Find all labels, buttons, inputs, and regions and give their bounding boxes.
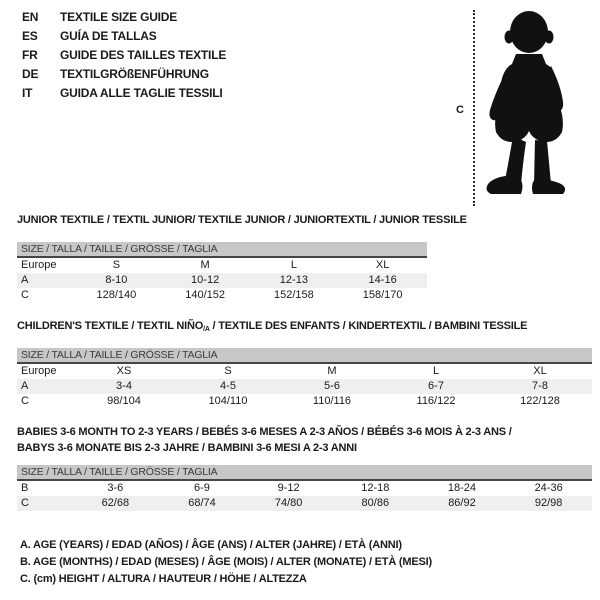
row-label: Europe [21,365,57,377]
section-title-babies-line2: BABYS 3-6 MONATE BIS 2-3 JAHRE / BAMBINI 3-6 MESI A 2-3 ANNI [17,442,357,454]
size-cell: M [327,365,337,377]
size-cell: 128/140 [96,289,137,301]
size-header-bar: SIZE / TALLA / TAILLE / GRÖSSE / TAGLIA [17,348,592,364]
size-cell: 9-12 [277,482,300,494]
height-measure-label: C [456,104,464,116]
section-title-children [17,320,527,333]
size-cell: 7-8 [488,379,592,394]
size-cell: 68/74 [159,496,246,511]
table-row [17,481,592,496]
size-cell: 104/110 [208,395,248,407]
row-label: C [17,496,72,511]
language-title: GUIDE DES TAILLES TEXTILE [60,48,227,62]
size-cell: 10-12 [161,273,250,288]
size-cell: 18-24 [447,482,477,494]
size-cell: 140/152 [185,289,225,301]
language-code: DE [22,67,39,81]
language-title: GUÍA DE TALLAS [60,29,157,43]
language-code: IT [22,86,33,100]
size-header-bar: SIZE / TALLA / TAILLE / GRÖSSE / TAGLIA [17,465,592,481]
legend-line-a: A. AGE (YEARS) / EDAD (AÑOS) / ÂGE (ANS) / ALTER (JAHRE) / ETÀ (ANNI) [20,539,402,551]
height-dotted-line [473,10,475,206]
table-row [17,273,427,288]
size-cell: 110/116 [312,395,352,407]
language-code: FR [22,48,38,62]
row-label: A [17,273,72,288]
table-row [17,379,592,394]
size-cell: XL [375,259,390,271]
language-title: TEXTILE SIZE GUIDE [60,10,178,24]
language-title: TEXTILGRÖßENFÜHRUNG [60,67,209,81]
size-header-bar: SIZE / TALLA / TAILLE / GRÖSSE / TAGLIA [17,242,427,258]
language-code: ES [22,29,38,43]
table-row [17,258,427,273]
size-cell: S [112,259,121,271]
row-label: C [21,289,29,301]
language-row [22,8,226,27]
language-list [22,8,226,103]
babies-size-table [17,465,592,511]
size-cell: 6-9 [194,482,210,494]
size-cell: 74/80 [245,496,332,511]
section-title-babies-line1: BABIES 3-6 MONTH TO 2-3 YEARS / BEBÉS 3-6 MESES A 2-3 AÑOS / BÉBÉS 3-6 MOIS À 2-3 ANS / [17,426,512,438]
size-cell: 14-16 [338,273,427,288]
size-cell: 158/170 [362,289,403,301]
language-row [22,46,226,65]
size-cell: 152/158 [273,289,314,301]
section-title-children-sub: /A [203,326,210,333]
size-cell: 122/128 [520,395,560,407]
section-title-babies [17,424,512,456]
size-cell: 6-7 [384,379,488,394]
junior-size-table [17,242,427,303]
legend-line-b: B. AGE (MONTHS) / EDAD (MESES) / ÂGE (MOIS) / ALTER (MONATE) / ETÀ (MESI) [20,556,432,568]
row-label: A [17,379,72,394]
size-cell: L [432,365,440,377]
table-row [17,496,592,511]
baby-silhouette-icon [483,8,569,206]
row-label: C [21,395,29,407]
language-title: GUIDA ALLE TAGLIE TESSILI [60,86,223,100]
table-row [17,394,592,409]
section-title-children-post: / TEXTILE DES ENFANTS / KINDERTEXTIL / BAMBINI TESSILE [209,320,528,332]
size-cell: S [224,365,232,377]
size-cell: L [290,259,297,271]
size-cell: 5-6 [280,379,384,394]
size-cell: M [200,259,210,271]
row-label: B [21,482,29,494]
section-title-junior: JUNIOR TEXTILE / TEXTIL JUNIOR/ TEXTILE JUNIOR / JUNIORTEXTIL / JUNIOR TESSILE [17,214,467,226]
children-size-table [17,348,592,409]
size-cell: 24-36 [534,482,563,494]
size-cell: 92/98 [505,496,592,511]
size-cell: XL [533,365,547,377]
size-cell: 12-13 [250,273,339,288]
row-label: Europe [21,259,57,271]
size-cell: 116/122 [416,395,456,407]
size-cell: 80/86 [332,496,419,511]
size-cell: 98/104 [107,395,141,407]
legend [20,537,432,588]
size-cell: 62/68 [72,496,159,511]
section-title-children-pre: CHILDREN'S TEXTILE / TEXTIL NIÑO [17,320,204,332]
language-row [22,27,226,46]
language-row [22,84,226,103]
table-row [17,288,427,303]
size-cell: 8-10 [72,273,161,288]
size-cell: 4-5 [176,379,280,394]
size-cell: 3-6 [107,482,124,494]
language-row [22,65,226,84]
size-cell: XS [116,365,132,377]
legend-line-c: C. (cm) HEIGHT / ALTURA / HAUTEUR / HÖHE / ALTEZZA [20,573,307,585]
table-row [17,364,592,379]
size-cell: 12-18 [361,482,390,494]
size-cell: 86/92 [419,496,506,511]
size-cell: 3-4 [72,379,176,394]
language-code: EN [22,10,39,24]
